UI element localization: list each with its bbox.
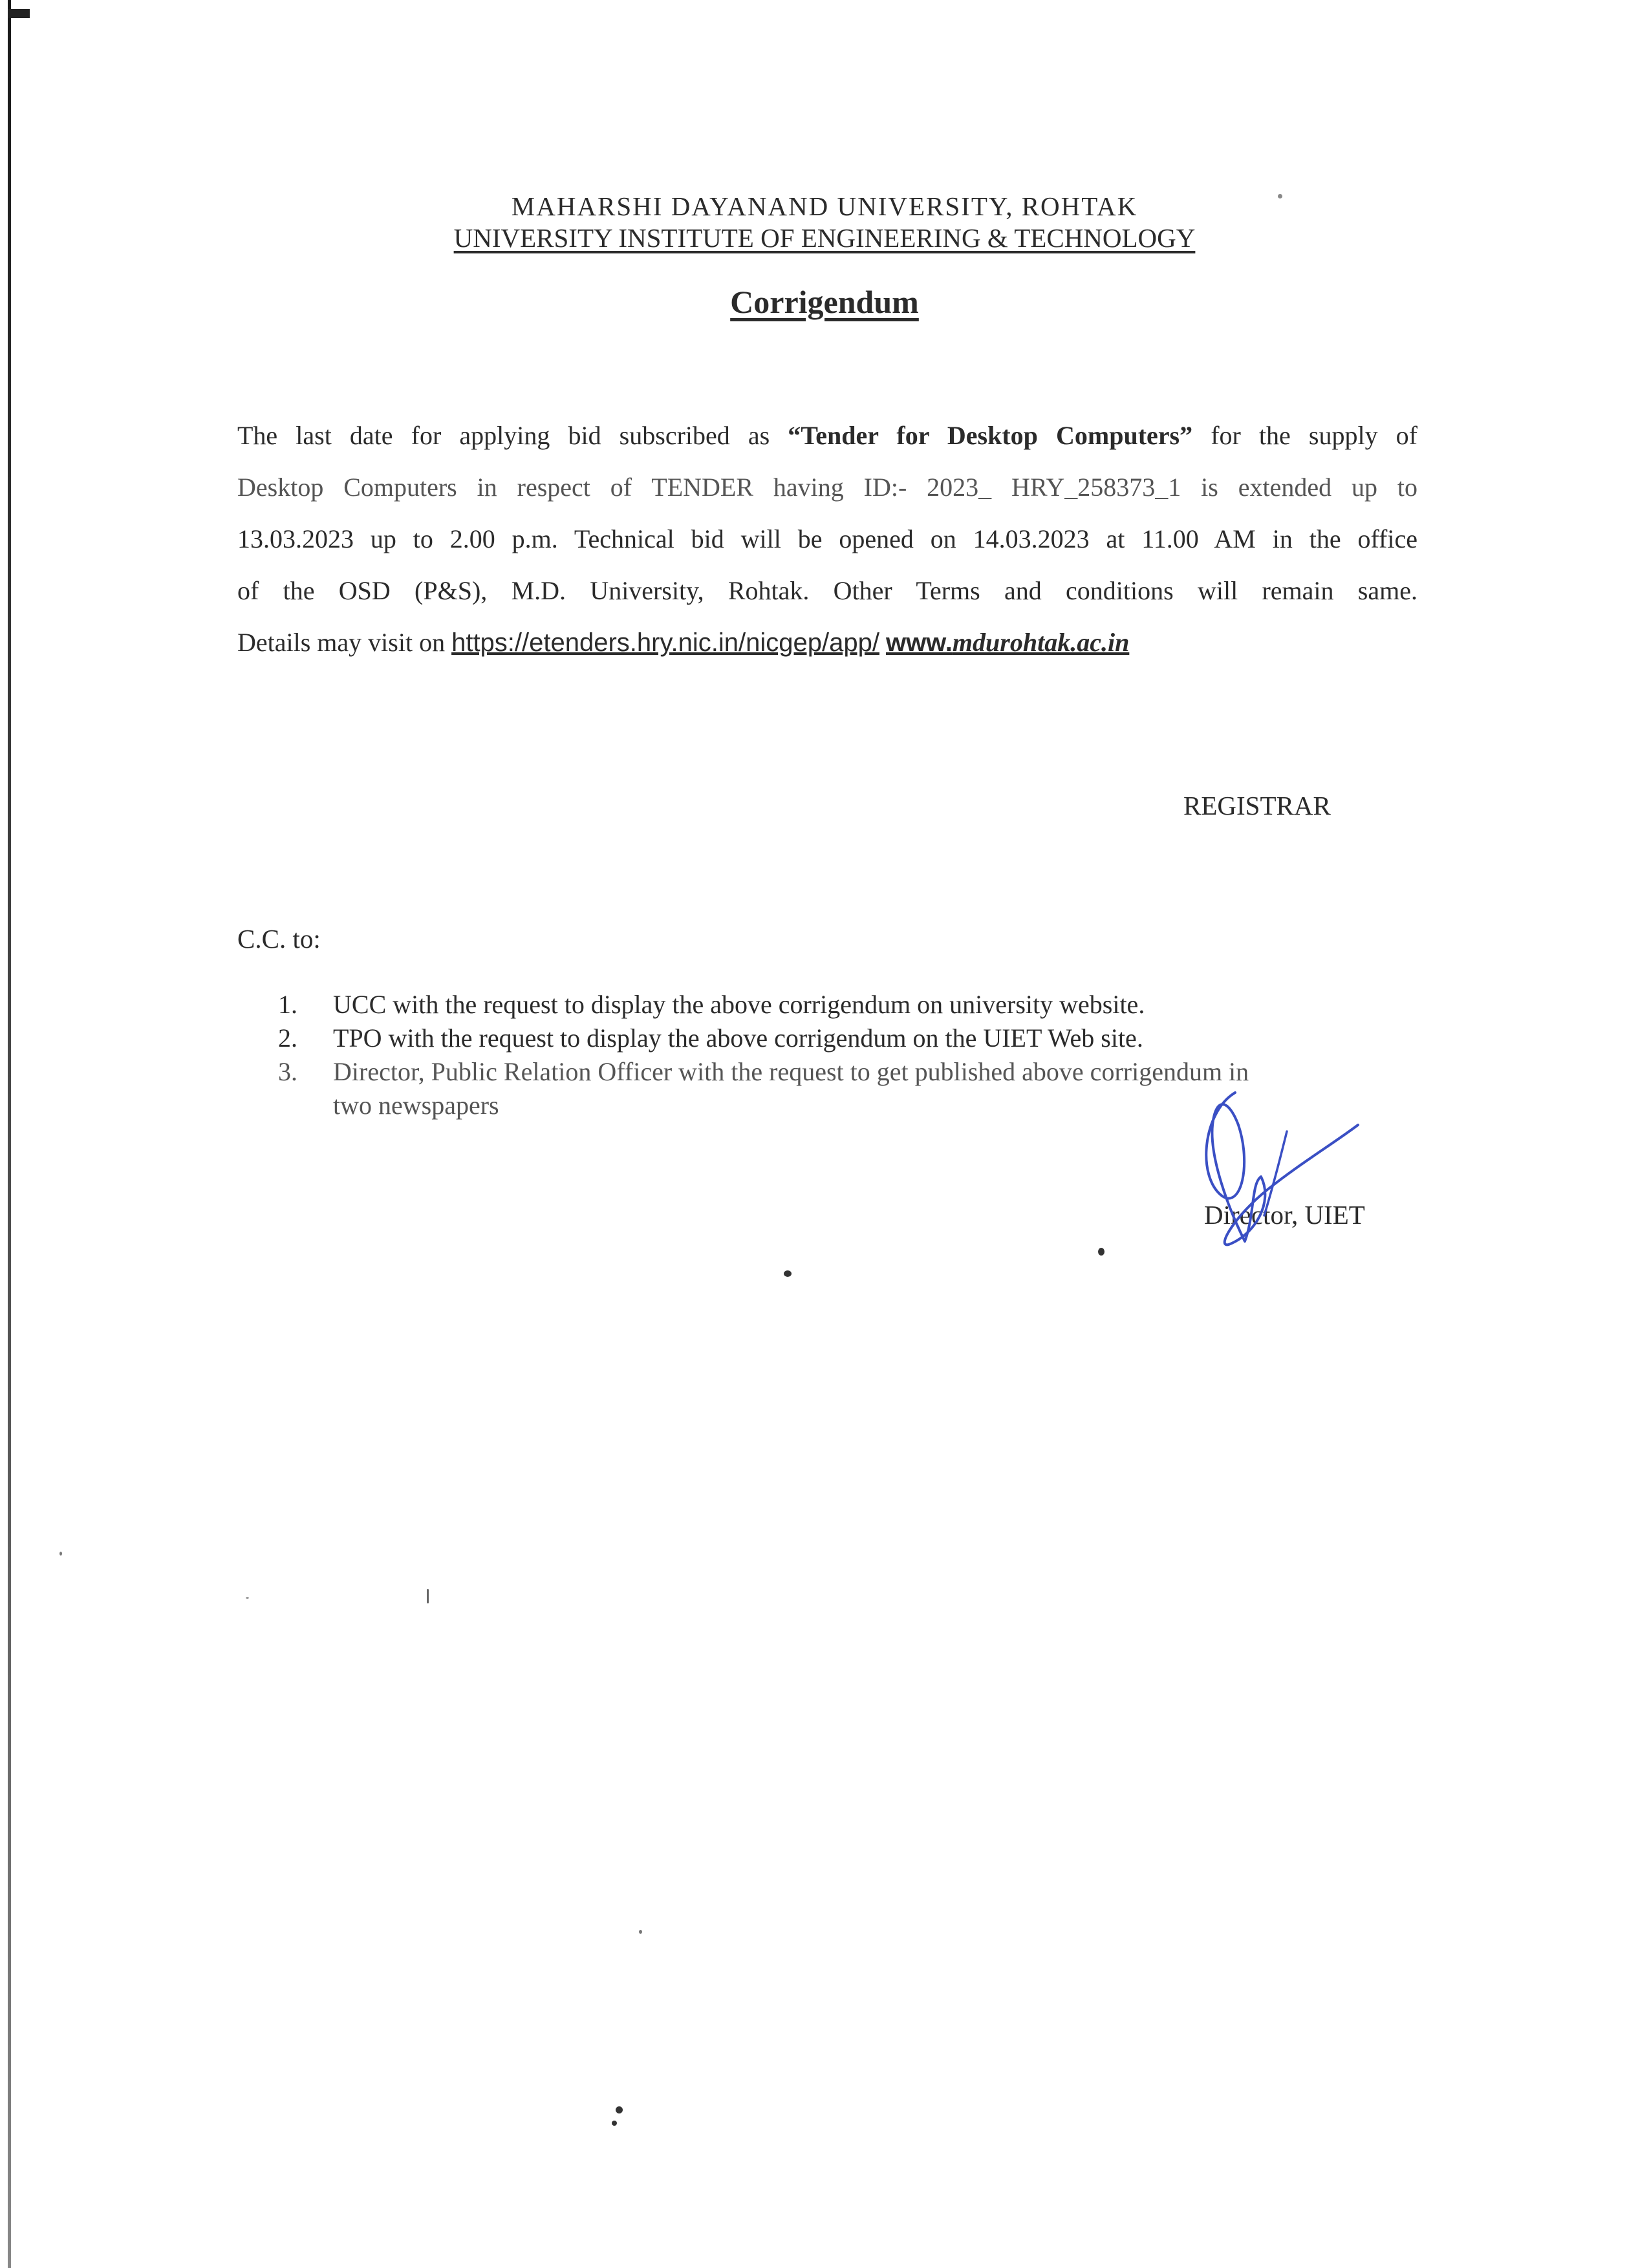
document-title: Corrigendum (730, 284, 919, 320)
list-number: 3. (278, 1057, 297, 1086)
list-text: UCC with the request to display the above corrigendum on university website. (333, 990, 1145, 1019)
scan-speck (1098, 1248, 1105, 1256)
etenders-link[interactable]: https://etenders.hry.nic.in/nicgep/app/ (451, 628, 879, 657)
scan-speck (1278, 194, 1282, 198)
scan-speck (427, 1589, 429, 1603)
director-signoff: Director, UIET (1204, 1200, 1365, 1230)
link-prefix: www. (885, 628, 953, 657)
scan-speck (59, 1552, 62, 1556)
scan-speck (612, 2121, 617, 2126)
tender-name: “Tender for Desktop Computers” (788, 421, 1193, 450)
mdu-website-link[interactable] (886, 628, 1129, 657)
institute-name: UNIVERSITY INSTITUTE OF ENGINEERING & TECHNOLOGY (453, 223, 1196, 253)
scan-edge (8, 0, 11, 2268)
text-segment: for the supply of (1192, 421, 1417, 450)
text-segment: Details may visit on (237, 628, 452, 657)
paragraph-line-1 (237, 420, 1417, 451)
text-segment: The last date for applying bid subscribed as (237, 421, 788, 450)
list-number: 2. (278, 1023, 297, 1053)
paragraph-line-5 (237, 627, 1417, 658)
link-domain: mdurohtak.ac.in (952, 628, 1130, 657)
cc-label: C.C. to: (237, 924, 321, 954)
scan-speck (616, 2106, 623, 2113)
list-number: 1. (278, 990, 297, 1019)
scan-speck (784, 1270, 792, 1277)
paragraph-line-2: Desktop Computers in respect of TENDER having ID:- 2023_ HRY_258373_1 is extended up to (237, 473, 1417, 502)
list-text-continuation: two newspapers (333, 1091, 499, 1120)
signature (1190, 1086, 1371, 1254)
paragraph-line-4: of the OSD (P&S), M.D. University, Rohtak. Other Terms and conditions will remain same. (237, 576, 1417, 605)
scan-speck (639, 1930, 642, 1934)
registrar-signoff: REGISTRAR (1183, 791, 1331, 820)
paragraph-line-3: 13.03.2023 up to 2.00 p.m. Technical bid will be opened on 14.03.2023 at 11.00 AM in the office (237, 524, 1417, 553)
scan-speck (246, 1597, 249, 1599)
scan-edge-mark (8, 9, 30, 18)
university-name: MAHARSHI DAYANAND UNIVERSITY, ROHTAK (511, 191, 1138, 221)
list-text: TPO with the request to display the above corrigendum on the UIET Web site. (333, 1023, 1143, 1053)
list-text: Director, Public Relation Officer with the request to get published above corrigendum in (333, 1057, 1249, 1086)
